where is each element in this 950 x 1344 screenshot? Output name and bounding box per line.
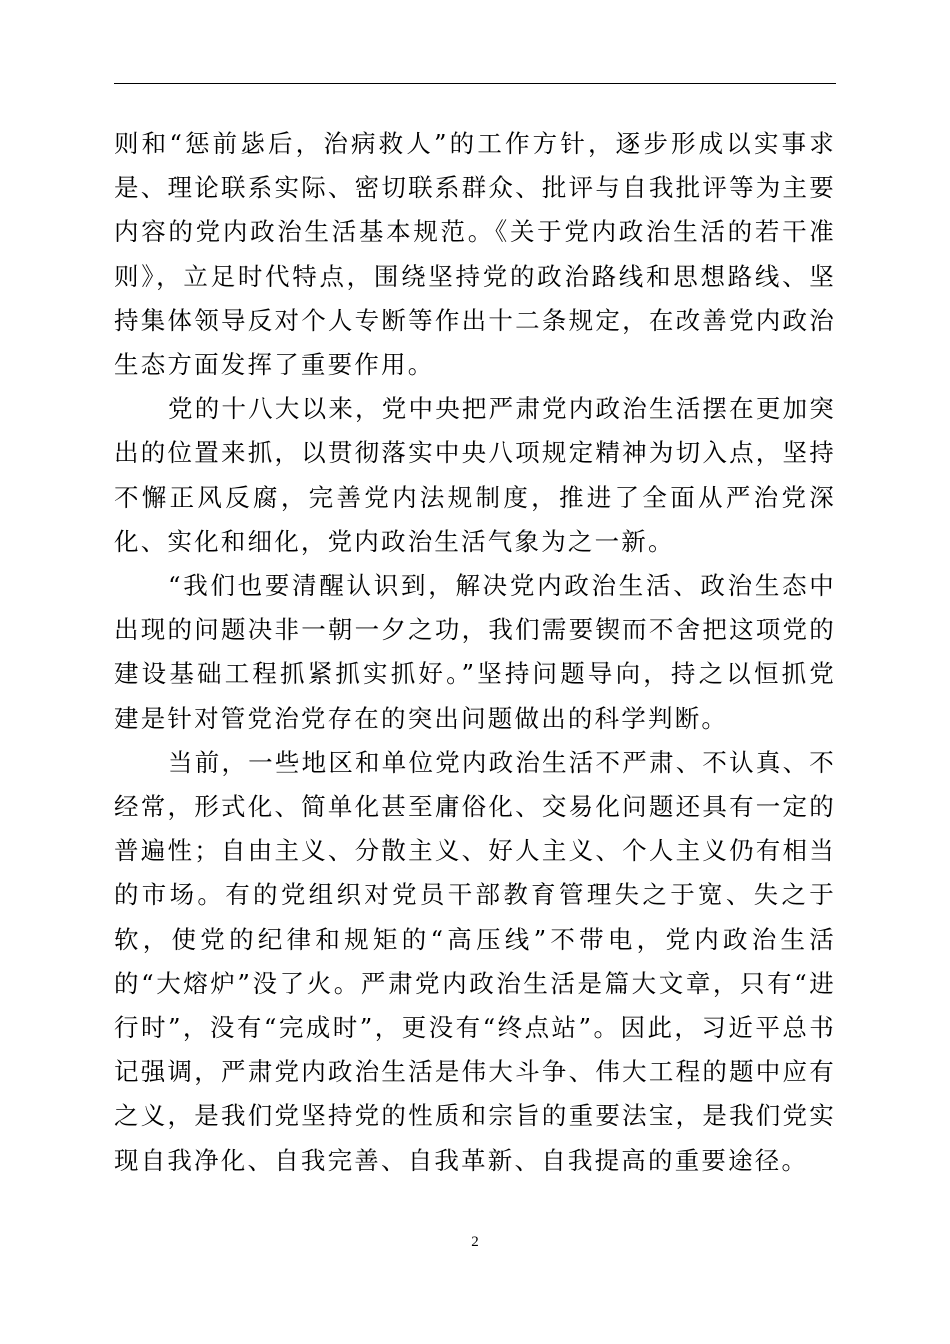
paragraph-3: “我们也要清醒认识到，解决党内政治生活、政治生态中出现的问题决非一朝一夕之功，我们需要锲而不舍把这项党的建设基础工程抓紧抓实抓好。”坚持问题导向，持之以恒抓党建是针对管党治党存在的突出问题做出的科学判断。: [114, 571, 836, 733]
header-rule: [114, 83, 836, 84]
paragraph-2: 党的十八大以来，党中央把严肃党内政治生活摆在更加突出的位置来抓，以贯彻落实中央八项规定精神为切入点，坚持不懈正风反腐，完善党内法规制度，推进了全面从严治党深化、实化和细化，党内政治生活气象为之一新。: [114, 394, 836, 556]
document-body: [114, 122, 836, 1183]
paragraph-4: 当前，一些地区和单位党内政治生活不严肃、不认真、不经常，形式化、简单化甚至庸俗化、交易化问题还具有一定的普遍性；自由主义、分散主义、好人主义、个人主义仍有相当的市场。有的党组织对党员干部教育管理失之于宽、失之于软，使党的纪律和规矩的“高压线”不带电，党内政治生活的“大熔炉”没了火。严肃党内政治生活是篇大文章，只有“进行时”，没有“完成时”，更没有“终点站”。因此，习近平总书记强调，严肃党内政治生活是伟大斗争、伟大工程的题中应有之义，是我们党坚持党的性质和宗旨的重要法宝，是我们党实现自我净化、自我完善、自我革新、自我提高的重要途径。: [114, 747, 836, 1175]
paragraph-1: 则和“惩前毖后，治病救人”的工作方针，逐步形成以实事求是、理论联系实际、密切联系群众、批评与自我批评等为主要内容的党内政治生活基本规范。《关于党内政治生活的若干准则》，立足时代特点，围绕坚持党的政治路线和思想路线、坚持集体领导反对个人专断等作出十二条规定，在改善党内政治生态方面发挥了重要作用。: [114, 129, 836, 380]
page-number: 2: [471, 1234, 479, 1250]
